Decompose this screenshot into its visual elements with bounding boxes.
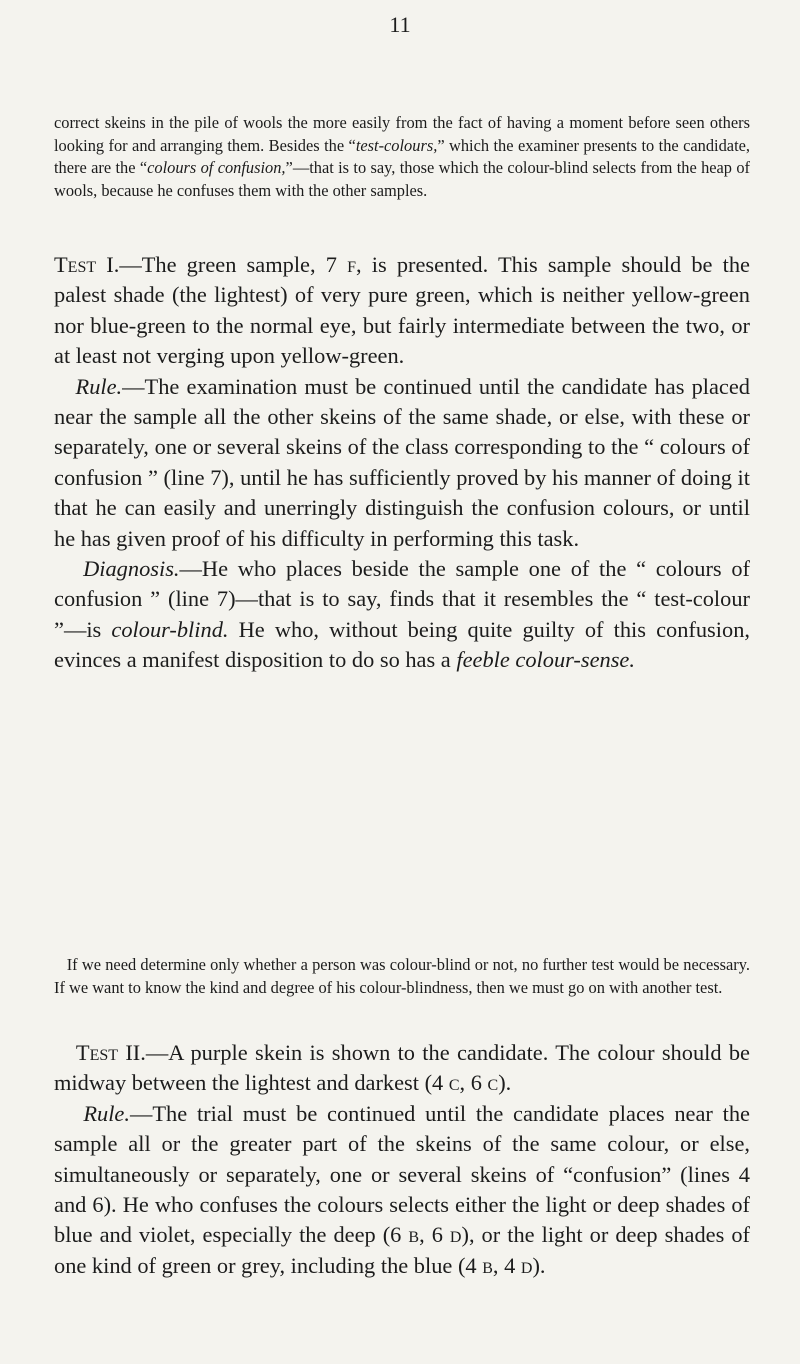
intro-paragraph: [54, 112, 750, 203]
test-one-rule: [54, 372, 750, 554]
test-one-text: —The green sample, 7: [119, 252, 348, 277]
rule-text: , 4: [492, 1252, 521, 1278]
intro-emphasis: colours of confusion,: [147, 158, 286, 178]
rule-text: , 6: [419, 1222, 450, 1248]
page-number: 11: [389, 12, 411, 37]
sample-letter: c: [487, 1070, 499, 1096]
rule-label: Rule.: [83, 1100, 130, 1126]
test-two-text: ).: [498, 1070, 512, 1096]
test-two-rule: [54, 1099, 750, 1281]
diagnosis-emphasis: feeble colour-sense.: [456, 647, 635, 673]
sample-letter: d: [449, 1222, 462, 1248]
test-one-paragraph: [54, 250, 750, 372]
diagnosis-emphasis: colour-blind.: [111, 616, 229, 642]
test-one-section: [54, 250, 750, 676]
note-paragraph: [54, 954, 750, 999]
intro-text: correct skeins in the pile of wools the more easily from the fact of having a moment before seen others looking for and arranging them. Besides the “: [54, 113, 750, 155]
test-two-text: —A purple skein is shown to the candidate. The colour should be midway between the lightest and darkest (4: [54, 1040, 750, 1096]
intro-emphasis: test-colours,: [355, 135, 438, 155]
test-two-section: [54, 1038, 750, 1281]
sample-letter: b: [482, 1252, 493, 1278]
intro-text: ” which the examiner presents to the candidate, there are the “: [54, 135, 750, 178]
test-two-text: , 6: [459, 1070, 488, 1096]
diagnosis-label: Diagnosis.: [83, 556, 180, 582]
sample-letter: b: [408, 1222, 420, 1248]
diagnosis-text: He who, without being quite guilty of this confusion, evinces a manifest disposition to do so has a: [54, 616, 750, 673]
test-two-heading: Test II.: [75, 1040, 146, 1065]
sample-letter: f: [347, 252, 356, 277]
test-one-text: , is presented. This sample should be the palest shade (the lightest) of very pure green, which is neither yellow-green nor blue-green to the normal eye, but fairly intermediate between the two, or at least not verging upon yellow-green.: [54, 252, 750, 369]
diagnosis-text: —He who places beside the sample one of the “ colours of confusion ” (line 7)—that is to say, finds that it resembles the “ test-colour ”—is: [54, 556, 750, 642]
test-two-paragraph: [54, 1038, 750, 1099]
rule-text: —The trial must be continued until the candidate places near the sample all or the greater part of the skeins of the same colour, or else, simultaneously or separately, one or several skeins of “confusion” (lines 4 and 6). He who confuses the colours selects either the light or deep shades of blue and violet, especially the deep (6: [54, 1100, 750, 1248]
sample-letter: d: [520, 1252, 533, 1278]
sample-letter: c: [448, 1070, 460, 1096]
rule-text: ).: [532, 1252, 546, 1278]
rule-label: Rule.: [75, 373, 123, 399]
rule-text: ), or the light or deep shades of one kind of green or grey, including the blue (4: [54, 1222, 750, 1278]
test-one-diagnosis: [54, 554, 750, 676]
rule-text: —The examination must be continued until the candidate has placed near the sample all the other skeins of the same shade, or else, with these or separately, one or several skeins of the class corresponding to the “ colours of confusion ” (line 7), until he has sufficiently proved by his manner of doing it that he can easily and unerringly distinguish the confusion colours, or until he has given proof of his difficulty in performing this task.: [54, 373, 750, 551]
intro-text: ”—that is to say, those which the colour-blind selects from the heap of wools, because he confuses them with the other samples.: [54, 158, 751, 201]
test-one-heading: Test I.: [54, 252, 120, 277]
note-text: If we need determine only whether a person was colour-blind or not, no further test would be necessary. If we want to know the kind and degree of his colour-blindness, then we must go on with another test.: [54, 955, 750, 997]
